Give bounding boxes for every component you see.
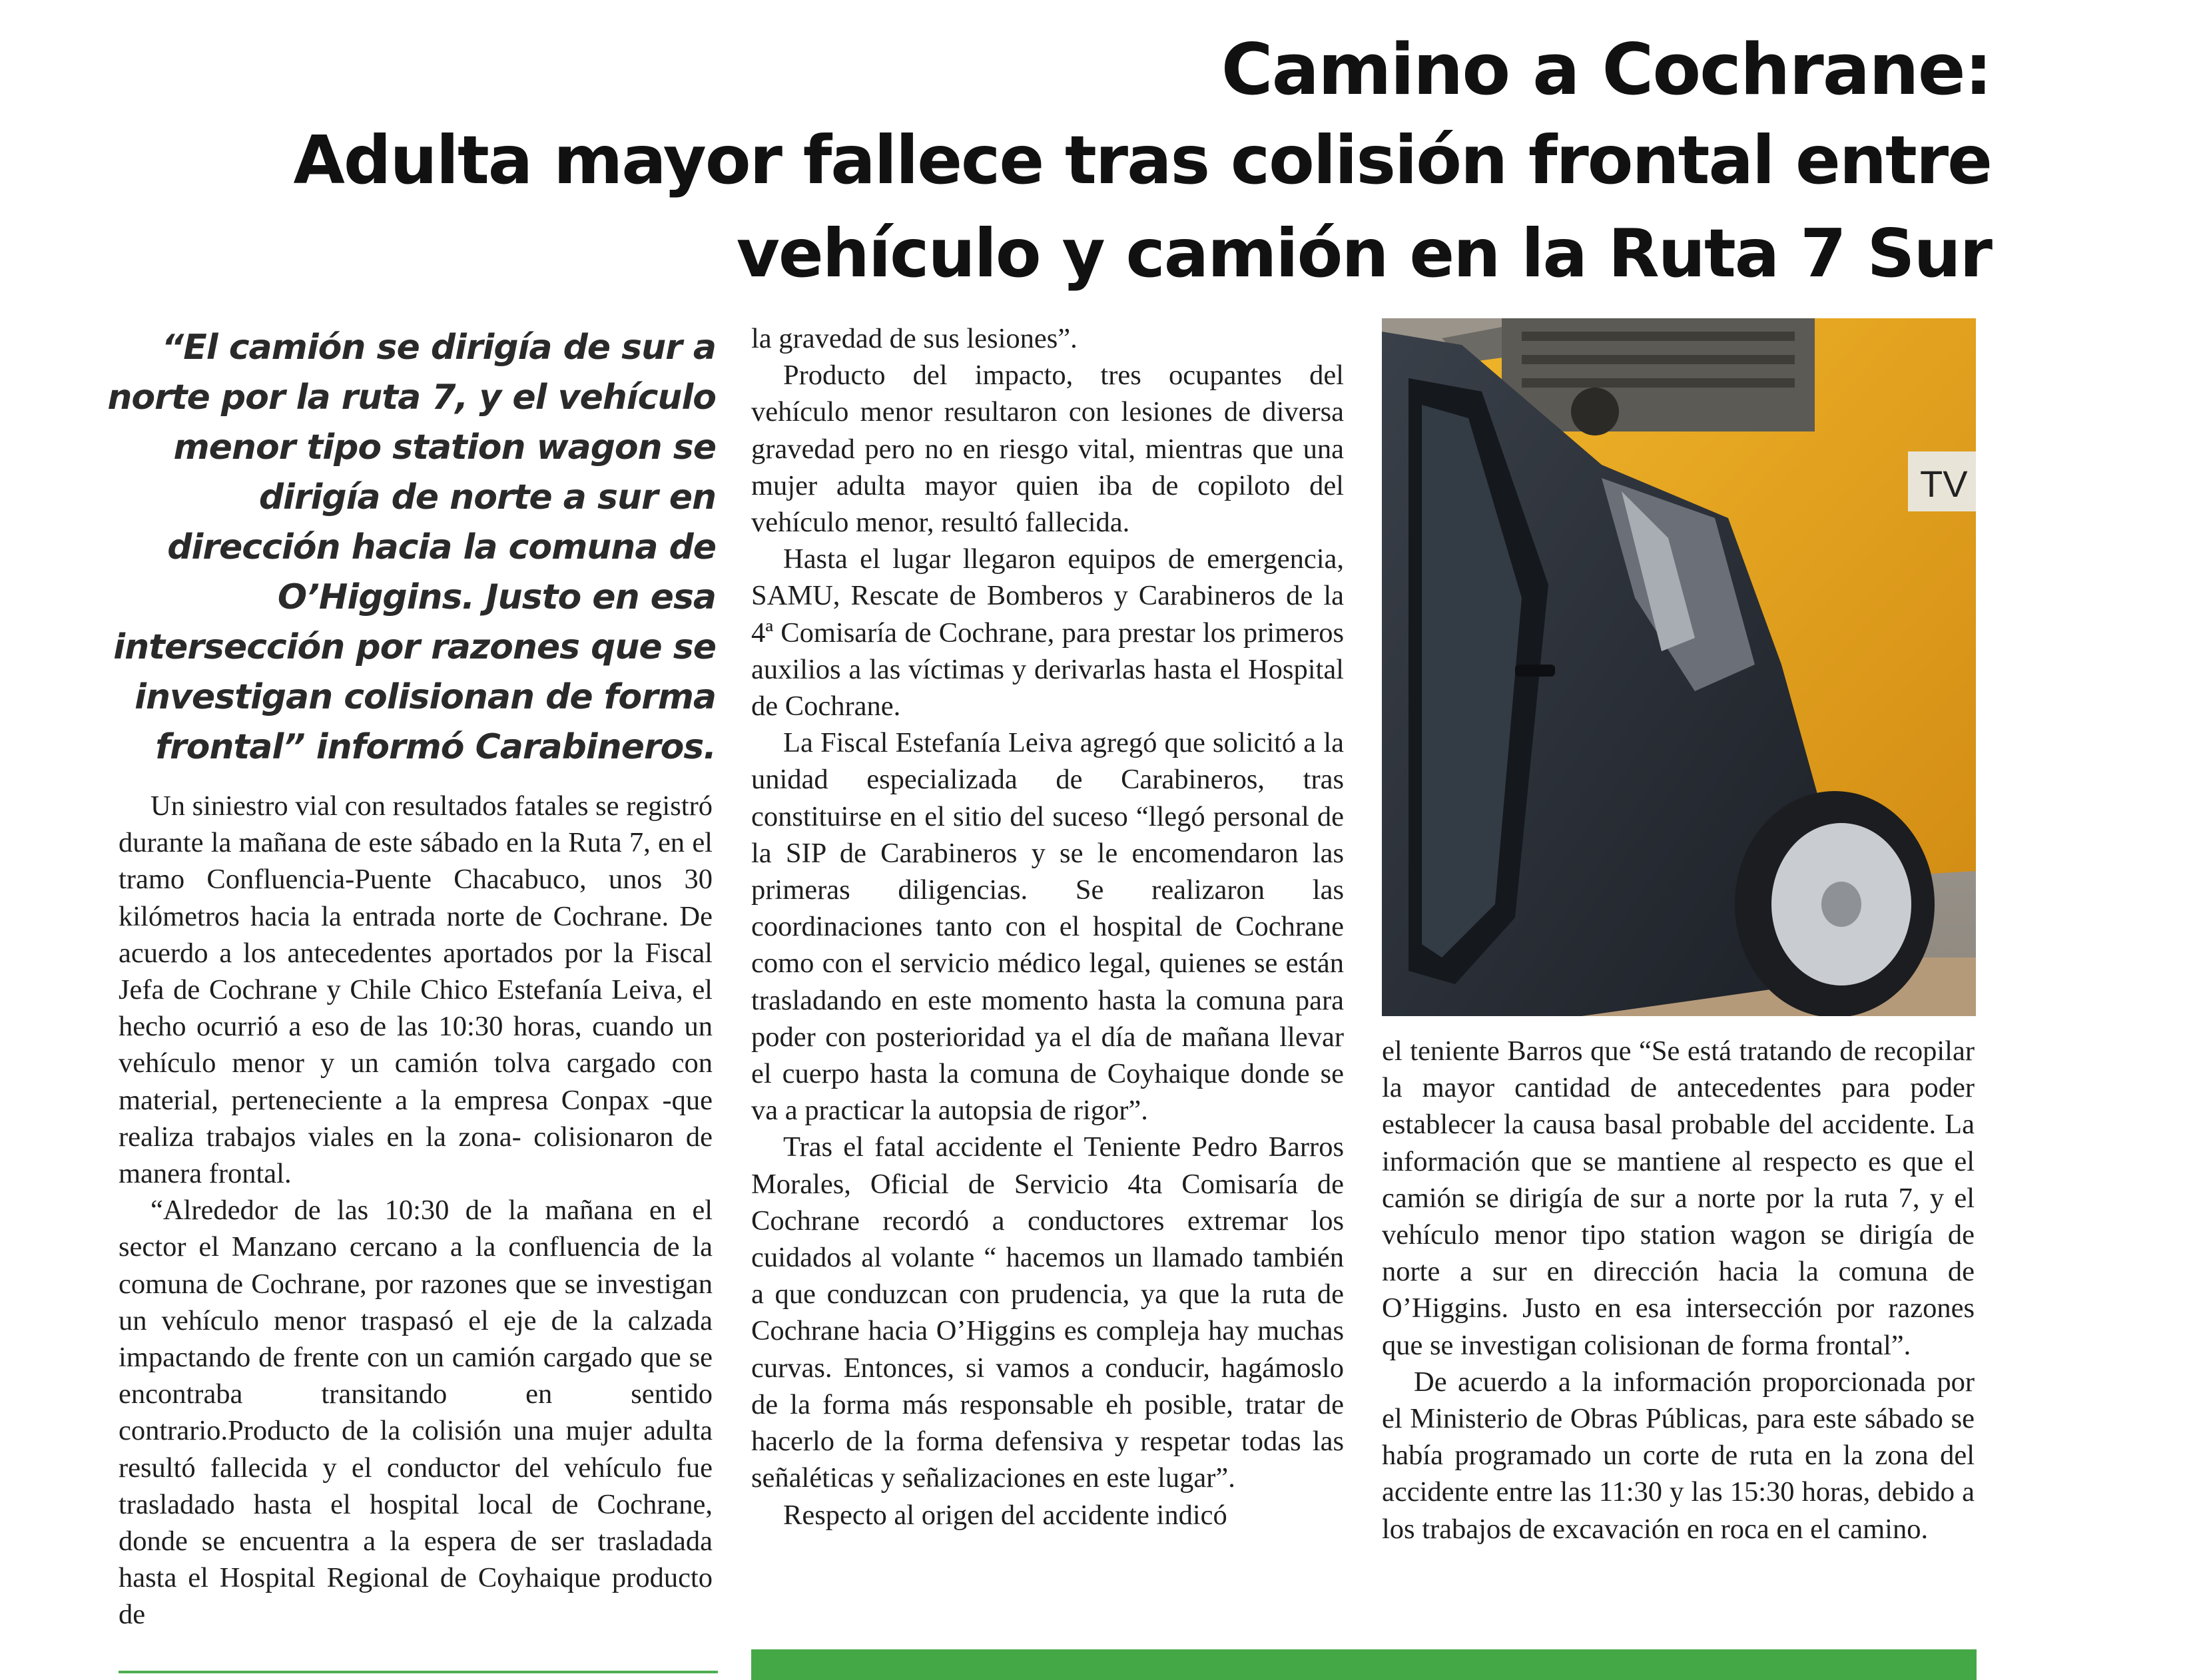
body-paragraph: Tras el fatal accidente el Teniente Pedro Barros Morales, Oficial de Servicio 4ta Comisaría de Cochrane recordó a conductores extremar los cuidados al volante “ hacemos un llamado también a que conduzcan con prudencia, ya que la ruta de Cochrane hacia O’Higgins es compleja hay muchas curvas. Entonces, si vamos a conducir, hagámoslo de la forma más responsable eh posible, tratar de hacerlo de la forma defensiva y respetar todas las señaléticas y señalizaciones en este lugar”. bbox=[751, 1131, 1344, 1494]
body-paragraph: De acuerdo a la información proporcionada por el Ministerio de Obras Públicas, para este sábado se había programado un corte de ruta en la zona del accidente entre las 11:30 y las 15:30 horas, debido a los trabajos de excavación en roca en el camino. bbox=[1382, 1366, 1975, 1545]
article-kicker: Camino a Cochrane: bbox=[1221, 29, 1991, 111]
footer-accent-bar bbox=[751, 1649, 1977, 1680]
body-paragraph: “Alrededor de las 10:30 de la mañana en el sector el Manzano cercano a la confluencia de la comuna de Cochrane, por razones que se investigan un vehículo menor traspasó el eje de la calzada impactando de frente con un camión cargado que se encontraba transitando en sentido contrario.Producto de la colisión una mujer adulta resultó fallecida y el conductor del vehículo fue trasladado hasta el hospital local de Cochrane, donde se encuentra a la espera de ser trasladada hasta el Hospital Regional de Coyhaique producto de bbox=[119, 1195, 713, 1631]
body-paragraph: Hasta el lugar llegaron equipos de emergencia, SAMU, Rescate de Bomberos y Carabineros de la 4ª Comisaría de Cochrane, para prestar los primeros auxilios a las víctimas y derivarlas hasta el Hospital de Cochrane. bbox=[751, 543, 1344, 722]
article-column-2 bbox=[751, 320, 1344, 1534]
article-column-3 bbox=[1382, 1033, 1975, 1547]
body-paragraph: La Fiscal Estefanía Leiva agregó que solicitó a la unidad especializada de Carabineros, tras constituirse en el sitio del suceso “llegó personal de la SIP de Carabineros y se le encomendaron las primeras diligencias. Se realizaron las coordinaciones tanto con el hospital de Cochrane como con el servicio médico legal, quienes se están trasladando en este momento hasta la comuna para poder con posterioridad ya el día de mañana llevar el cuerpo hasta la comuna de Coyhaique donde se va a practicar la autopsia de rigor”. bbox=[751, 727, 1344, 1127]
body-paragraph: Respecto al origen del accidente indicó bbox=[783, 1499, 1227, 1531]
accident-photo bbox=[1382, 318, 1976, 1016]
divider-rule bbox=[119, 1671, 718, 1673]
body-paragraph-continued: el teniente Barros que “Se está tratando de recopilar la mayor cantidad de antecedentes para poder establecer la causa basal probable del accidente. La información que se mantiene al respecto es que el camión se dirigía de sur a norte por la ruta 7, y el vehículo menor tipo station wagon se dirigía de norte a sur en dirección hacia la comuna de O’Higgins. Justo en esa intersección por razones que se investigan colisionan de forma frontal”. bbox=[1382, 1035, 1975, 1361]
article-column-1 bbox=[119, 788, 713, 1633]
body-paragraph: Un siniestro vial con resultados fatales se registró durante la mañana de este sábado en la Ruta 7, en el tramo Confluencia-Puente Chacabuco, unos 30 kilómetros hacia la entrada norte de Cochrane. De acuerdo a los antecedentes aportados por la Fiscal Jefa de Cochrane y Chile Chico Estefanía Leiva, el hecho ocurrió a eso de las 10:30 horas, cuando un vehículo menor y un camión tolva cargado con material, perteneciente a la empresa Conpax -que realiza trabajos viales en la zona- colisionaron de manera frontal. bbox=[119, 790, 713, 1190]
pull-quote: “El camión se dirigía de sur a norte por la ruta 7, y el vehículo menor tipo station wagon se dirigía de norte a sur en dirección hacia la comuna de O’Higgins. Justo en esa intersección por razones que se investigan colisionan de forma frontal” informó Carabineros. bbox=[107, 328, 716, 767]
body-paragraph: Producto del impacto, tres ocupantes del vehículo menor resultaron con lesiones de diversa gravedad pero no en riesgo vital, mientras que una mujer adulta mayor quien iba de copiloto del vehículo menor, resultó fallecida. bbox=[751, 360, 1344, 539]
truck-sign-text: TV bbox=[1920, 463, 1968, 505]
body-paragraph-continued: la gravedad de sus lesiones”. bbox=[751, 323, 1078, 354]
headline-line-2: vehículo y camión en la Ruta 7 Sur bbox=[736, 214, 1991, 292]
headline-line-1: Adulta mayor fallece tras colisión frontal entre bbox=[293, 121, 1991, 199]
